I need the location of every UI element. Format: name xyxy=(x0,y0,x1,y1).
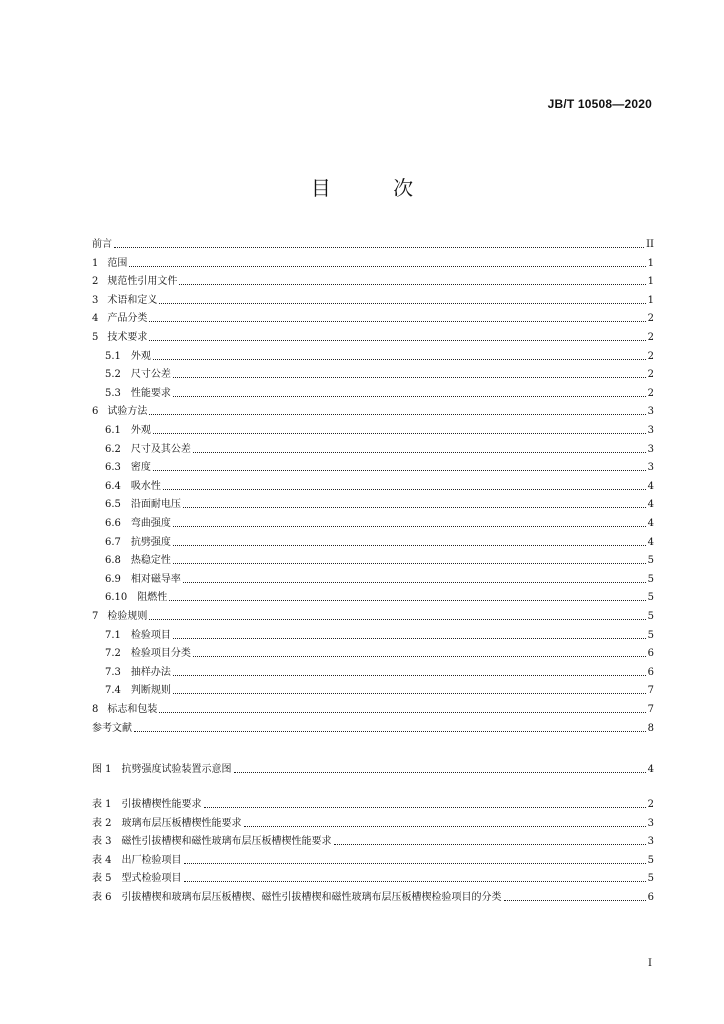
toc-label: 判断规则 xyxy=(130,685,171,697)
toc-number: 6.7 xyxy=(105,536,121,548)
leader-dots xyxy=(184,880,646,882)
toc-label: 参考文献 xyxy=(92,722,132,734)
toc-page: 4 xyxy=(647,518,654,529)
toc-entry[interactable] xyxy=(92,363,654,381)
table-label: 玻璃布层压板槽楔性能要求 xyxy=(121,817,242,829)
table-number: 表 2 xyxy=(92,817,112,829)
toc-number: 7.4 xyxy=(105,685,121,697)
table-number: 表 4 xyxy=(92,854,112,866)
toc-page: 3 xyxy=(647,406,654,418)
toc-label: 技术要求 xyxy=(107,332,148,343)
toc-entry[interactable] xyxy=(92,698,654,716)
leader-dots xyxy=(153,432,646,434)
toc-label: 阻燃性 xyxy=(137,592,168,604)
figure-entry[interactable] xyxy=(92,758,654,776)
leader-dots xyxy=(149,618,645,620)
toc-entry[interactable] xyxy=(92,586,654,604)
toc-entry[interactable] xyxy=(92,382,654,400)
toc-number: 6.10 xyxy=(105,592,128,604)
toc-entry[interactable] xyxy=(92,475,654,493)
toc-page: 2 xyxy=(647,369,654,381)
toc-label: 检验项目 xyxy=(130,629,171,641)
toc-number: 5.3 xyxy=(105,387,121,399)
toc-label: 前言 xyxy=(92,239,112,250)
toc-label: 沿面耐电压 xyxy=(130,499,181,511)
toc-page: 1 xyxy=(647,276,654,288)
toc-page: 2 xyxy=(647,332,654,343)
table-label: 型式检验项目 xyxy=(121,873,182,885)
leader-dots xyxy=(149,320,645,322)
toc-entry[interactable] xyxy=(92,345,654,363)
toc-label: 相对磁导率 xyxy=(130,573,181,585)
table-number: 表 1 xyxy=(92,799,112,810)
toc-number: 7.2 xyxy=(105,648,121,660)
leader-dots xyxy=(173,562,646,564)
toc-number: 5.1 xyxy=(105,350,121,362)
table-entry[interactable] xyxy=(92,830,654,848)
toc-label: 产品分类 xyxy=(107,313,148,325)
toc-entry[interactable] xyxy=(92,419,654,437)
leader-dots xyxy=(134,730,646,732)
toc-page: 5 xyxy=(647,573,654,585)
toc-page: 2 xyxy=(647,387,654,399)
leader-dots xyxy=(193,655,646,657)
toc-page: 7 xyxy=(647,704,654,715)
toc-entry[interactable] xyxy=(92,400,654,418)
toc-number: 6.1 xyxy=(105,425,121,436)
leader-dots xyxy=(193,451,646,453)
toc-number: 7.3 xyxy=(105,666,121,678)
toc-number: 6.8 xyxy=(105,555,121,567)
leader-dots xyxy=(153,358,646,360)
leader-dots xyxy=(153,469,646,471)
toc-number: 6.5 xyxy=(105,499,121,511)
toc-entry[interactable] xyxy=(92,605,654,623)
figure-label: 抗劈强度试验装置示意图 xyxy=(121,764,232,775)
toc-page: 2 xyxy=(647,350,654,362)
toc-entry[interactable] xyxy=(92,307,654,325)
leader-dots xyxy=(169,599,645,601)
leader-dots xyxy=(173,525,646,527)
leader-dots xyxy=(504,899,646,901)
toc-label: 抽样办法 xyxy=(130,666,171,678)
toc-label: 检验项目分类 xyxy=(130,648,191,660)
toc-page: 2 xyxy=(647,313,654,325)
leader-dots xyxy=(173,395,646,397)
toc-label: 标志和包装 xyxy=(107,704,158,715)
leader-dots xyxy=(173,674,646,676)
toc-number: 6.6 xyxy=(105,518,121,529)
toc-number: 6 xyxy=(92,406,99,418)
toc-number: 7 xyxy=(92,611,99,622)
leader-dots xyxy=(334,843,646,845)
table-page: 2 xyxy=(647,799,654,810)
table-label: 出厂检验项目 xyxy=(121,854,182,866)
leader-dots xyxy=(183,581,646,583)
figure-page: 4 xyxy=(647,764,654,775)
toc-entry[interactable] xyxy=(92,270,654,288)
toc-label: 尺寸公差 xyxy=(130,369,171,381)
toc-entry[interactable] xyxy=(92,456,654,474)
toc-entry[interactable] xyxy=(92,568,654,586)
toc-label: 试验方法 xyxy=(107,406,148,418)
toc-page: 5 xyxy=(647,555,654,567)
toc-label: 术语和定义 xyxy=(107,294,158,306)
toc-page: 4 xyxy=(647,536,654,548)
toc-number: 3 xyxy=(92,294,99,306)
leader-dots xyxy=(173,544,646,546)
toc-label: 尺寸及其公差 xyxy=(130,443,191,455)
leader-dots xyxy=(204,806,646,808)
toc-page: 4 xyxy=(647,499,654,511)
toc-number: 5.2 xyxy=(105,369,121,381)
page-number: I xyxy=(648,958,652,969)
toc-number: 6.3 xyxy=(105,462,121,474)
toc-entry[interactable] xyxy=(92,326,654,344)
toc-entry[interactable] xyxy=(92,642,654,660)
toc-page: 7 xyxy=(647,685,654,697)
leader-dots xyxy=(173,692,646,694)
table-page: 5 xyxy=(647,873,654,885)
toc-page: 1 xyxy=(647,294,654,306)
leader-dots xyxy=(244,825,646,827)
table-entry[interactable] xyxy=(92,886,654,904)
leader-dots xyxy=(149,339,645,341)
toc-label: 热稳定性 xyxy=(130,555,171,567)
table-label: 磁性引拔槽楔和磁性玻璃布层压板槽楔性能要求 xyxy=(121,836,332,848)
toc-entry[interactable] xyxy=(92,679,654,697)
toc-page: 4 xyxy=(647,480,654,492)
toc-page: 3 xyxy=(647,462,654,474)
figure-number: 图 1 xyxy=(92,764,112,775)
leader-dots xyxy=(173,376,646,378)
leader-dots xyxy=(173,637,646,639)
table-number: 表 6 xyxy=(92,892,112,903)
leader-dots xyxy=(163,488,646,490)
table-entry[interactable] xyxy=(92,867,654,885)
table-page: 5 xyxy=(647,854,654,866)
toc-number: 6.9 xyxy=(105,573,121,585)
toc-entry[interactable] xyxy=(92,289,654,307)
toc-entry[interactable] xyxy=(92,438,654,456)
toc-number: 1 xyxy=(92,257,99,269)
toc-page: 1 xyxy=(647,257,654,269)
toc-number: 5 xyxy=(92,332,99,343)
toc-page: 3 xyxy=(647,443,654,455)
table-entry[interactable] xyxy=(92,793,654,811)
standard-code: JB/T 10508—2020 xyxy=(547,97,652,111)
toc-label: 抗劈强度 xyxy=(130,536,171,548)
table-page: 3 xyxy=(647,836,654,848)
table-page: 3 xyxy=(647,817,654,829)
table-label: 引拔槽楔性能要求 xyxy=(121,799,202,810)
leader-dots xyxy=(159,711,645,713)
toc-page: 6 xyxy=(647,666,654,678)
toc-label: 范围 xyxy=(107,257,128,269)
toc-label: 外观 xyxy=(130,350,151,362)
toc-number: 6.4 xyxy=(105,480,121,492)
toc-entry[interactable] xyxy=(92,717,654,735)
table-entry[interactable] xyxy=(92,812,654,830)
table-number: 表 5 xyxy=(92,873,112,885)
toc-entry[interactable] xyxy=(92,493,654,511)
toc-label: 吸水性 xyxy=(130,480,161,492)
toc-label: 弯曲强度 xyxy=(130,518,171,529)
toc-page: 3 xyxy=(647,425,654,436)
toc-number: 8 xyxy=(92,704,99,715)
toc-page: 5 xyxy=(647,611,654,622)
toc-entry[interactable] xyxy=(92,549,654,567)
leader-dots xyxy=(183,506,646,508)
leader-dots xyxy=(184,862,646,864)
page-title: 目 次 xyxy=(310,176,442,200)
table-label: 引拔槽楔和玻璃布层压板槽楔、磁性引拔槽楔和磁性玻璃布层压板槽楔检验项目的分类 xyxy=(121,892,502,903)
toc-number: 6.2 xyxy=(105,443,121,455)
leader-dots xyxy=(179,283,645,285)
toc-page: 5 xyxy=(647,629,654,641)
leader-dots xyxy=(129,265,645,267)
toc-label: 密度 xyxy=(130,462,151,474)
toc-number: 2 xyxy=(92,276,99,288)
table-entry[interactable] xyxy=(92,849,654,867)
toc-entry[interactable] xyxy=(92,512,654,530)
toc-page: 8 xyxy=(647,722,654,734)
toc-label: 外观 xyxy=(130,425,151,436)
leader-dots xyxy=(234,771,646,773)
toc-label: 性能要求 xyxy=(130,387,171,399)
toc-entry[interactable] xyxy=(92,624,654,642)
leader-dots xyxy=(149,413,645,415)
leader-dots xyxy=(114,246,644,248)
toc-number: 4 xyxy=(92,313,99,325)
toc-page: 5 xyxy=(647,592,654,604)
leader-dots xyxy=(159,302,645,304)
toc-label: 规范性引用文件 xyxy=(107,276,178,288)
table-number: 表 3 xyxy=(92,836,112,848)
toc-page: II xyxy=(646,239,654,250)
toc-entry[interactable] xyxy=(92,531,654,549)
toc-number: 7.1 xyxy=(105,629,121,641)
table-page: 6 xyxy=(647,892,654,903)
toc-entry[interactable] xyxy=(92,252,654,270)
toc-label: 检验规则 xyxy=(107,611,148,622)
toc-page: 6 xyxy=(647,648,654,660)
toc-entry[interactable] xyxy=(92,233,654,251)
toc-entry[interactable] xyxy=(92,661,654,679)
